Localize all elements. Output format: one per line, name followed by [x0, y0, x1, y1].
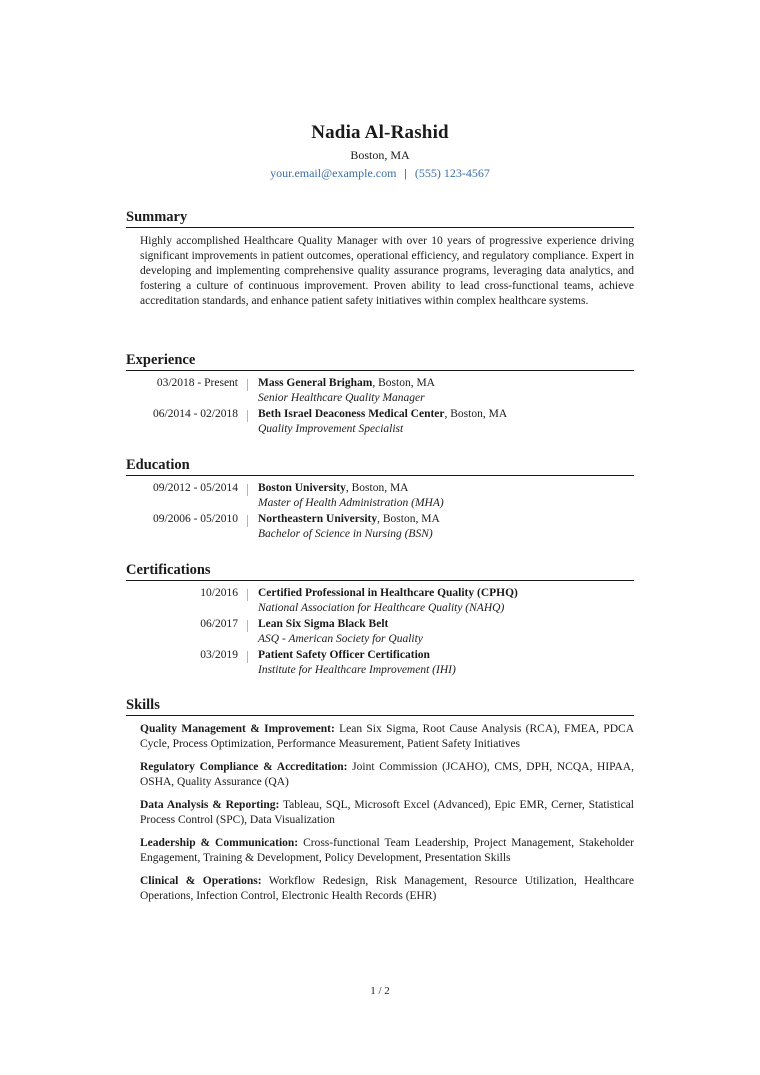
experience-entry [126, 376, 634, 406]
certification-entry [126, 586, 634, 616]
skill-group [140, 722, 634, 752]
education-entry [126, 481, 634, 511]
entry-divider [238, 376, 258, 406]
resume-header [0, 121, 760, 182]
experience-entry [126, 407, 634, 437]
entry-org: Beth Israel Deaconess Medical Center [258, 408, 445, 420]
candidate-location: Boston, MA [350, 148, 410, 162]
skill-list: Lean Six Sigma, Root Cause Analysis (RCA), FMEA, PDCA Cycle, Process Optimization, Performance Measurement, Patient Safety Initiatives [140, 723, 635, 750]
entry-role: Master of Health Administration (MHA) [258, 497, 444, 509]
entry-issuer: ASQ - American Society for Quality [258, 633, 423, 645]
experience-section [126, 351, 634, 438]
summary-text: Highly accomplished Healthcare Quality Manager with over 10 years of progressive experience driving significant improvements in patient outcomes, operational efficiency, and regulatory compliance. Expert in developing and implementing comprehensive quality assurance programs, leveraging data analytics, and fostering a culture of continuous improvement. Proven ability to lead cross-functional teams, achieve accreditation standards, and enhance patient safety initiatives within complex healthcare systems. [140, 235, 634, 307]
contact-separator: | [404, 166, 407, 180]
section-title-skills: Skills [126, 696, 634, 716]
skill-group [140, 874, 634, 904]
entry-role: Bachelor of Science in Nursing (BSN) [258, 528, 433, 540]
entry-org: Certified Professional in Healthcare Quality (CPHQ) [258, 587, 518, 599]
entry-date: 03/2019 [200, 649, 238, 661]
entry-role: Quality Improvement Specialist [258, 423, 404, 435]
entry-divider [238, 648, 258, 678]
entry-place: , Boston, MA [377, 513, 440, 525]
email-link[interactable]: your.email@example.com [270, 166, 397, 180]
entry-divider [238, 481, 258, 511]
entry-date: 03/2018 - Present [156, 377, 238, 389]
education-section [126, 456, 634, 543]
entry-date: 06/2014 - 02/2018 [153, 408, 238, 420]
skill-label: Regulatory Compliance & Accreditation: [140, 761, 348, 773]
section-title-summary: Summary [126, 208, 634, 228]
entry-place: , Boston, MA [345, 482, 409, 494]
contact-line [0, 164, 760, 182]
entry-org: Boston University [258, 482, 346, 494]
skill-label: Clinical & Operations: [140, 875, 262, 887]
candidate-name: Nadia Al-Rashid [311, 122, 449, 143]
skill-list: Workflow Redesign, Risk Management, Resource Utilization, Healthcare Operations, Infection Control, Electronic Health Records (EHR) [140, 875, 634, 902]
section-title-education: Education [126, 456, 634, 476]
entry-org: Lean Six Sigma Black Belt [258, 618, 389, 630]
entry-issuer: National Association for Healthcare Quality (NAHQ) [258, 602, 505, 614]
section-title-certifications: Certifications [126, 561, 634, 581]
skill-group [140, 798, 634, 828]
entry-org: Mass General Brigham [258, 377, 373, 389]
entry-date: 09/2006 - 05/2010 [153, 513, 238, 525]
certification-entry [126, 617, 634, 647]
entry-role: Senior Healthcare Quality Manager [258, 392, 425, 404]
section-title-experience: Experience [126, 351, 634, 371]
entry-date: 06/2017 [200, 618, 238, 630]
education-entry [126, 512, 634, 542]
entry-org: Patient Safety Officer Certification [258, 649, 430, 661]
skill-label: Leadership & Communication: [140, 837, 299, 849]
entry-date: 10/2016 [200, 587, 238, 599]
entry-place: , Boston, MA [444, 408, 508, 420]
page-number: 1 / 2 [370, 985, 390, 997]
certification-entry [126, 648, 634, 678]
skill-group [140, 760, 634, 790]
skill-label: Data Analysis & Reporting: [140, 799, 280, 811]
entry-divider [238, 586, 258, 616]
phone-link[interactable]: (555) 123-4567 [414, 166, 490, 180]
skill-label: Quality Management & Improvement: [140, 723, 335, 735]
certifications-section [126, 561, 634, 679]
entry-org: Northeastern University [258, 513, 378, 525]
skills-section [126, 696, 634, 912]
entry-place: , Boston, MA [372, 377, 435, 389]
skill-group [140, 836, 634, 866]
entry-date: 09/2012 - 05/2014 [153, 482, 238, 494]
entry-divider [238, 617, 258, 647]
entry-divider [238, 407, 258, 437]
entry-divider [238, 512, 258, 542]
summary-section [126, 208, 634, 309]
skill-list: Joint Commission (JCAHO), CMS, DPH, NCQA, HIPAA, OSHA, Quality Assurance (QA) [140, 761, 634, 788]
skill-list: Cross-functional Team Leadership, Project Management, Stakeholder Engagement, Training & Development, Policy Development, Presentation Skills [140, 837, 634, 864]
entry-issuer: Institute for Healthcare Improvement (IHI) [258, 664, 456, 676]
skill-list: Tableau, SQL, Microsoft Excel (Advanced), Epic EMR, Cerner, Statistical Process Control (SPC), Data Visualization [140, 799, 635, 826]
